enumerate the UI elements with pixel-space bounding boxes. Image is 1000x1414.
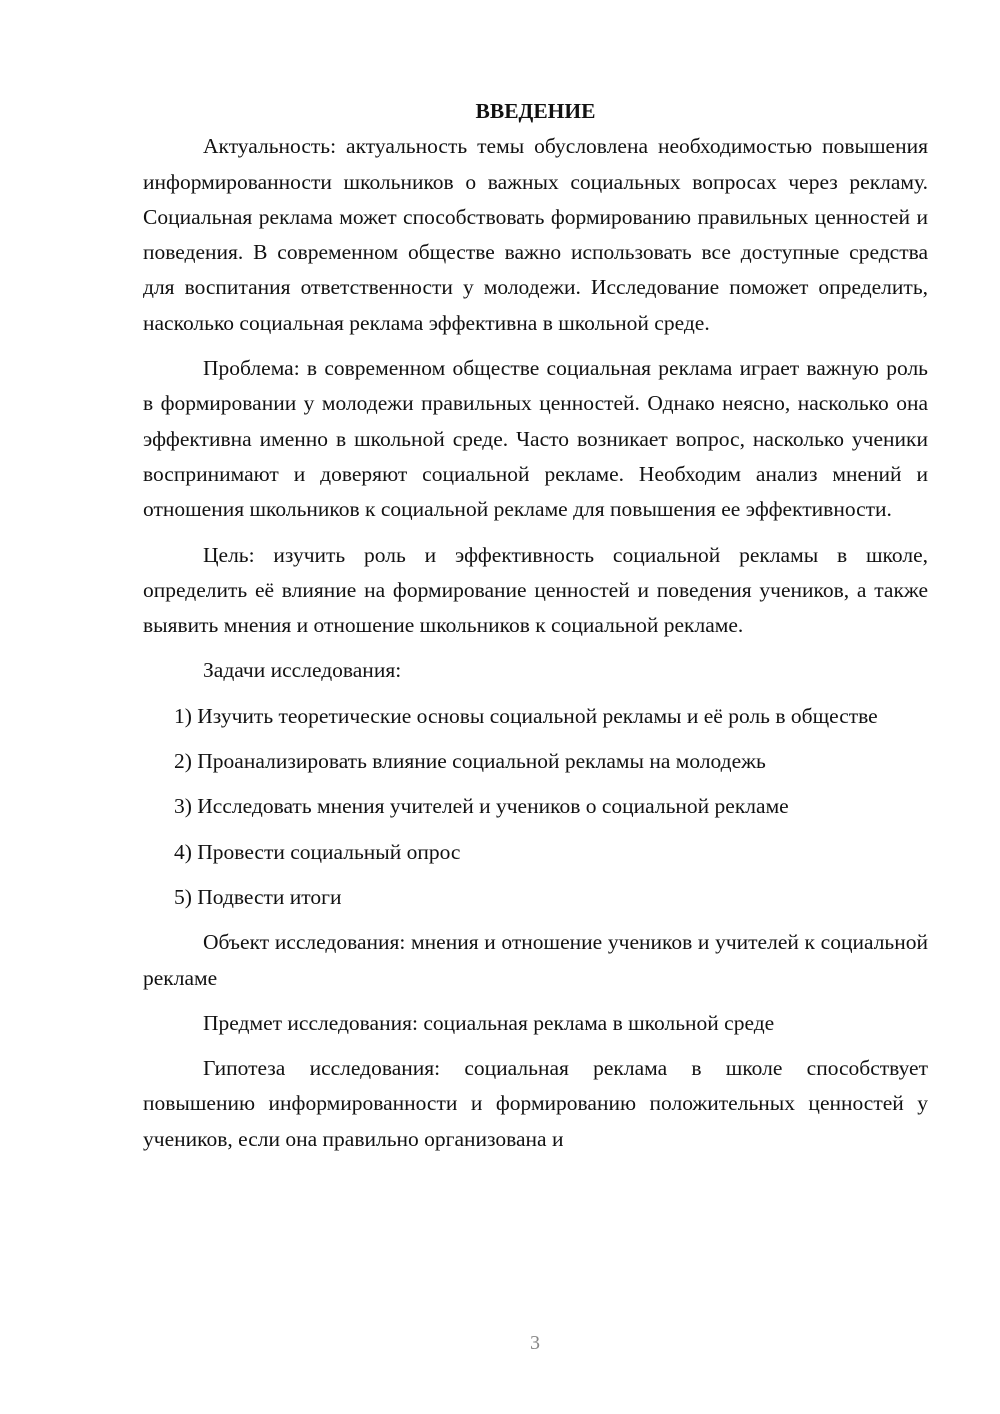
paragraph-problem: Проблема: в современном обществе социальная реклама играет важную роль в формировании у молодежи правильных ценностей. Однако неясно, насколько она эффективна именно в школьной среде. Часто возникает вопрос, насколько ученики воспринимают и доверяют социальной рекламе. Необходим анализ мнений и отношения школьников к социальной рекламе для повышения ее эффективности. xyxy=(143,356,928,522)
paragraph-subject: Предмет исследования: социальная реклама в школьной среде xyxy=(203,1010,775,1035)
paragraph-object: Объект исследования: мнения и отношение учеников и учителей к социальной рекламе xyxy=(143,930,928,990)
page-number: 3 xyxy=(530,1332,540,1354)
task-item-4: 4) Провести социальный опрос xyxy=(174,839,461,864)
page-heading: ВВЕДЕНИЕ xyxy=(475,99,596,123)
task-item-1: 1) Изучить теоретические основы социальной рекламы и её роль в обществе xyxy=(174,703,878,728)
paragraph-tasks-heading: Задачи исследования: xyxy=(203,658,402,683)
task-item-2: 2) Проанализировать влияние социальной рекламы на молодежь xyxy=(174,749,766,774)
paragraph-hypothesis: Гипотеза исследования: социальная реклама в школе способствует повышению информированности и формированию положительных ценностей у учеников, если она правильно организована и xyxy=(143,1056,928,1151)
paragraph-goal: Цель: изучить роль и эффективность социальной рекламы в школе, определить её влияние на формирование ценностей и поведения учеников, а также выявить мнения и отношение школьников к социальной рекламе. xyxy=(143,542,928,638)
page-content xyxy=(143,94,928,1157)
paragraph-relevance: Актуальность: актуальность темы обусловлена необходимостью повышения информированности школьников о важных социальных вопросах через рекламу. Социальная реклама может способствовать формированию правильных ценностей и поведения. В современном обществе важно использовать все доступные средства для воспитания ответственности у молодежи. Исследование поможет определить, насколько социальная реклама эффективна в школьной среде. xyxy=(143,134,928,335)
task-item-3: 3) Исследовать мнения учителей и учеников о социальной рекламе xyxy=(174,794,789,819)
task-item-5: 5) Подвести итоги xyxy=(174,884,342,909)
